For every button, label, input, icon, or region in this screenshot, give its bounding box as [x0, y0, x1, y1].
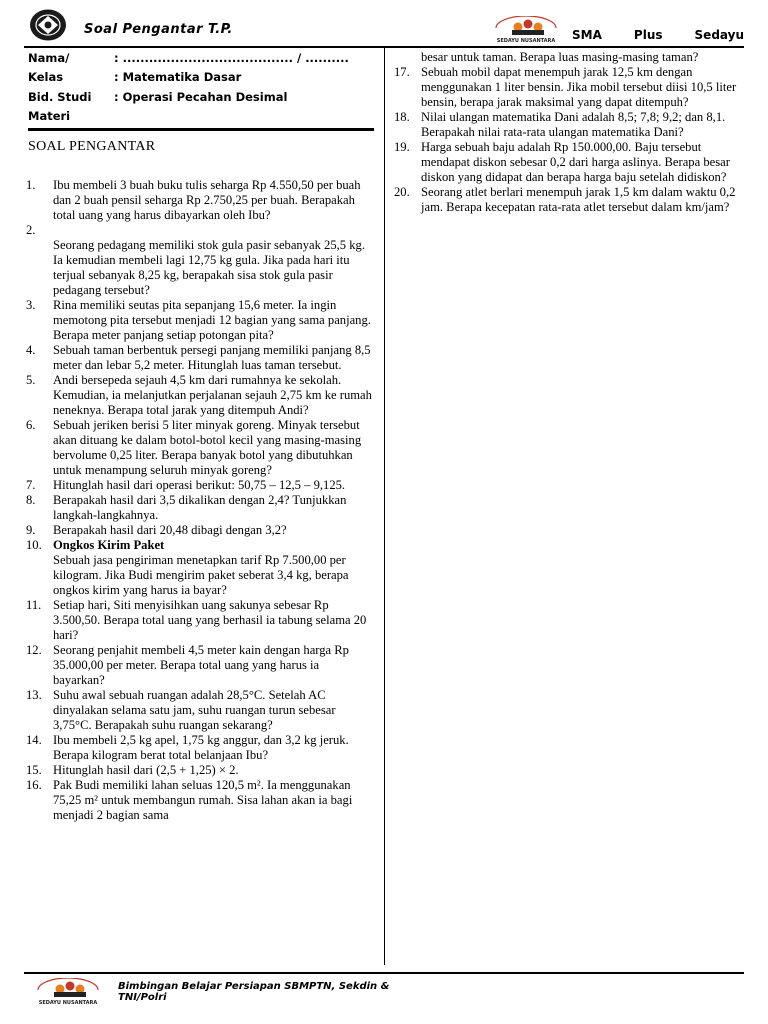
- info-label: Nama/: [28, 50, 70, 65]
- question-body: [53, 538, 374, 598]
- question-text: Hitunglah hasil dari operasi berikut: 50,75 – 12,5 – 9,125.: [53, 478, 346, 492]
- question-body: [53, 523, 374, 538]
- question-text: Nilai ulangan matematika Dani adalah 8,5; 7,8; 9,2; dan 8,1. Berapakah nilai rata-rata ulangan matematika Dani?: [421, 110, 726, 139]
- info-row-name: [28, 48, 373, 68]
- question-body: [53, 763, 374, 778]
- question-item: [394, 110, 749, 140]
- info-row-materi: [28, 107, 373, 127]
- question-number: 17.: [394, 65, 410, 79]
- question-number: 15.: [26, 763, 42, 777]
- info-label: Kelas: [28, 70, 64, 85]
- question-body: [53, 643, 374, 688]
- info-value: : ....................................... / ..........: [114, 50, 349, 65]
- question-number: 9.: [26, 523, 36, 537]
- question-text: Suhu awal sebuah ruangan adalah 28,5°C. Setelah AC dinyalakan selama satu jam, suhu ruangan turun sebesar 3,75°C. Berapakah suhu ruangan sekarang?: [53, 688, 336, 732]
- question-item: [26, 223, 374, 298]
- question-number: 6.: [26, 418, 36, 432]
- question-item: [26, 688, 374, 733]
- question-text: Seorang pedagang memiliki stok gula pasir sebanyak 25,5 kg. Ia kemudian membeli lagi 12,75 kg gula. Jika pada hari itu terjual sebanyak 8,25 kg, berapakah sisa stok gula pasir pedagang tersebut?: [53, 238, 365, 297]
- school-name-word: SMA: [572, 28, 602, 42]
- question-text: Seorang penjahit membeli 4,5 meter kain dengan harga Rp 35.000,00 per meter. Berapa total uang yang harus ia bayarkan?: [53, 643, 349, 687]
- question-number: 2.: [26, 223, 36, 237]
- question-item: [26, 178, 374, 223]
- logo-caption: SEDAYU NUSANTARA: [496, 38, 556, 44]
- question-number: 3.: [26, 298, 36, 312]
- info-label: Materi: [28, 109, 71, 124]
- question-item: [26, 343, 374, 373]
- question-number: 14.: [26, 733, 42, 747]
- question-item: [26, 733, 374, 763]
- question-number: 10.: [26, 538, 42, 552]
- school-name: [572, 28, 744, 42]
- question-text: Ibu membeli 3 buah buku tulis seharga Rp 4.550,50 per buah dan 2 buah pensil seharga Rp 2.750,25 per buah. Berapakah total uang yang harus dibayarkan oleh Ibu?: [53, 178, 361, 222]
- question-body: [421, 185, 749, 215]
- info-row-subject: [28, 87, 373, 107]
- question-text: Ibu membeli 2,5 kg apel, 1,75 kg anggur, dan 3,2 kg jeruk. Berapa kilogram berat total belanjaan Ibu?: [53, 733, 349, 762]
- question-text: Sebuah jasa pengiriman menetapkan tarif Rp 7.500,00 per kilogram. Jika Budi mengirim paket seberat 3,4 kg, berapa ongkos kirim yang harus ia bayar?: [53, 553, 349, 597]
- footer-divider: [24, 972, 744, 974]
- logo-caption: SEDAYU NUSANTARA: [38, 1000, 98, 1006]
- question-item: [26, 643, 374, 688]
- question-body: [53, 343, 374, 373]
- question-body: [421, 65, 749, 110]
- question-item: [26, 373, 374, 418]
- question-text: Sebuah mobil dapat menempuh jarak 12,5 km dengan menggunakan 1 liter bensin. Jika mobil tersebut diisi 10,5 liter bensin, berapa jarak maksimal yang dapat ditempuh?: [421, 65, 737, 109]
- school-emblem-icon: [28, 8, 68, 42]
- question-body: [53, 178, 374, 223]
- info-divider: [28, 128, 374, 131]
- question-body: [53, 733, 374, 763]
- question-body: [53, 373, 374, 418]
- question-number: 8.: [26, 493, 36, 507]
- question-number: 11.: [26, 598, 42, 612]
- question-body: [53, 598, 374, 643]
- question-text: Sebuah jeriken berisi 5 liter minyak goreng. Minyak tersebut akan dituang ke dalam botol-botol kecil yang masing-masing bervolume 0,25 liter. Berapa banyak botol yang dibutuhkan untuk menampung seluruh minyak goreng?: [53, 418, 362, 477]
- question-item: [26, 778, 374, 823]
- document-title: Soal Pengantar T.P.: [84, 22, 233, 37]
- question-text: Rina memiliki seutas pita sepanjang 15,6 meter. Ia ingin memotong pita tersebut menjadi 12 bagian yang sama panjang. Berapa meter panjang setiap potongan pita?: [53, 298, 371, 342]
- question-continuation: [394, 50, 749, 65]
- question-text: Hitunglah hasil dari (2,5 + 1,25) × 2.: [53, 763, 239, 777]
- question-text: Andi bersepeda sejauh 4,5 km dari rumahnya ke sekolah. Kemudian, ia melanjutkan perjalanan sejauh 2,75 km ke rumah neneknya. Berapa total jarak yang ditempuh Andi?: [53, 373, 372, 417]
- question-number: 7.: [26, 478, 36, 492]
- school-name-word: Plus: [633, 28, 663, 42]
- sedayu-nusantara-logo: [30, 978, 106, 1006]
- question-body: [53, 223, 374, 298]
- question-text: Pak Budi memiliki lahan seluas 120,5 m². Ia menggunakan 75,25 m² untuk membangun rumah. Sisa lahan akan ia bagi menjadi 2 bagian sama: [53, 778, 353, 822]
- question-body: [421, 140, 749, 185]
- question-number: 4.: [26, 343, 36, 357]
- question-text: Harga sebuah baju adalah Rp 150.000,00. Baju tersebut mendapat diskon sebesar 0,2 dari harga aslinya. Berapa besar diskon yang didapat dan berapa harga baju setelah didiskon?: [421, 140, 730, 184]
- question-body: [53, 778, 374, 823]
- question-item: [26, 418, 374, 478]
- question-item: [26, 523, 374, 538]
- question-text: Seorang atlet berlari menempuh jarak 1,5 km dalam waktu 0,2 jam. Berapa kecepatan rata-rata atlet tersebut dalam km/jam?: [421, 185, 736, 214]
- student-info-block: [28, 48, 373, 126]
- footer-text: Bimbingan Belajar Persiapan SBMPTN, Sekdin & TNI/Polri: [118, 981, 390, 1003]
- question-item: [26, 493, 374, 523]
- question-number: 16.: [26, 778, 42, 792]
- section-title: SOAL PENGANTAR: [28, 139, 156, 154]
- question-item: [26, 763, 374, 778]
- question-text: Berapakah hasil dari 20,48 dibagi dengan 3,2?: [53, 523, 287, 537]
- question-number: 12.: [26, 643, 42, 657]
- question-item: [26, 298, 374, 343]
- info-row-class: [28, 68, 373, 88]
- question-title: Ongkos Kirim Paket: [53, 538, 165, 552]
- question-body: [421, 110, 749, 140]
- question-number: 1.: [26, 178, 36, 192]
- question-body: [53, 688, 374, 733]
- question-number: 20.: [394, 185, 410, 199]
- question-body: [53, 493, 374, 523]
- question-item: [394, 65, 749, 110]
- question-list-left: [26, 178, 374, 823]
- question-list-right: [394, 50, 749, 215]
- question-text: Setiap hari, Siti menyisihkan uang sakunya sebesar Rp 3.500,50. Berapa total uang yang berhasil ia tabung selama 20 hari?: [53, 598, 367, 642]
- question-text: Sebuah taman berbentuk persegi panjang memiliki panjang 8,5 meter dan lebar 5,2 meter. Hitunglah luas taman tersebut.: [53, 343, 371, 372]
- question-item: [394, 140, 749, 185]
- question-item: [394, 185, 749, 215]
- question-number: 13.: [26, 688, 42, 702]
- question-item: [26, 478, 374, 493]
- question-text: Berapakah hasil dari 3,5 dikalikan dengan 2,4? Tunjukkan langkah-langkahnya.: [53, 493, 347, 522]
- info-label: Bid. Studi: [28, 89, 92, 104]
- question-item: [26, 598, 374, 643]
- school-name-word: Sedayu: [694, 28, 744, 42]
- page-header: [0, 0, 768, 48]
- column-divider: [384, 47, 385, 965]
- question-number: 19.: [394, 140, 410, 154]
- question-number: 5.: [26, 373, 36, 387]
- question-text: besar untuk taman. Berapa luas masing-masing taman?: [421, 50, 699, 64]
- question-body: [53, 478, 374, 493]
- question-number: 18.: [394, 110, 410, 124]
- question-item: [26, 538, 374, 598]
- info-value: : Operasi Pecahan Desimal: [114, 89, 288, 104]
- sedayu-nusantara-logo: [488, 16, 564, 44]
- question-body: [53, 418, 374, 478]
- question-body: [53, 298, 374, 343]
- info-value: : Matematika Dasar: [114, 70, 242, 85]
